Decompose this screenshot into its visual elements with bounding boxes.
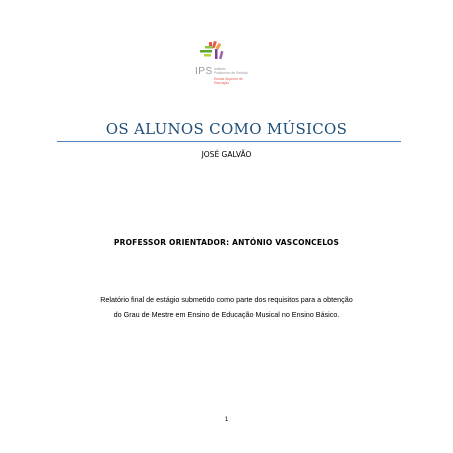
ips-logo xyxy=(195,40,275,96)
title-underline xyxy=(57,141,401,142)
description-line1: Relatório final de estágio submetido como parte dos requisitos para a obtenção xyxy=(100,295,353,304)
advisor-line: PROFESSOR ORIENTADOR: ANTÓNIO VASCONCELOS xyxy=(113,238,340,247)
logo-text-line3: Escola Superior de xyxy=(214,77,243,81)
report-description xyxy=(40,292,413,322)
logo-text-line2: Politécnico de Setúbal xyxy=(214,71,248,75)
author-name: JOSÉ GALVÃO xyxy=(201,150,252,159)
page-number: 1 xyxy=(224,417,229,423)
description-line2: do Grau de Mestre em Ensino de Educação Musical no Ensino Básico. xyxy=(113,310,340,319)
logo-text-line4: Educação xyxy=(214,81,230,85)
logo-abbrev: IPS xyxy=(195,66,213,77)
logo-text-line1: Instituto xyxy=(214,67,226,71)
document-title: OS ALUNOS COMO MÚSICOS xyxy=(105,120,348,138)
